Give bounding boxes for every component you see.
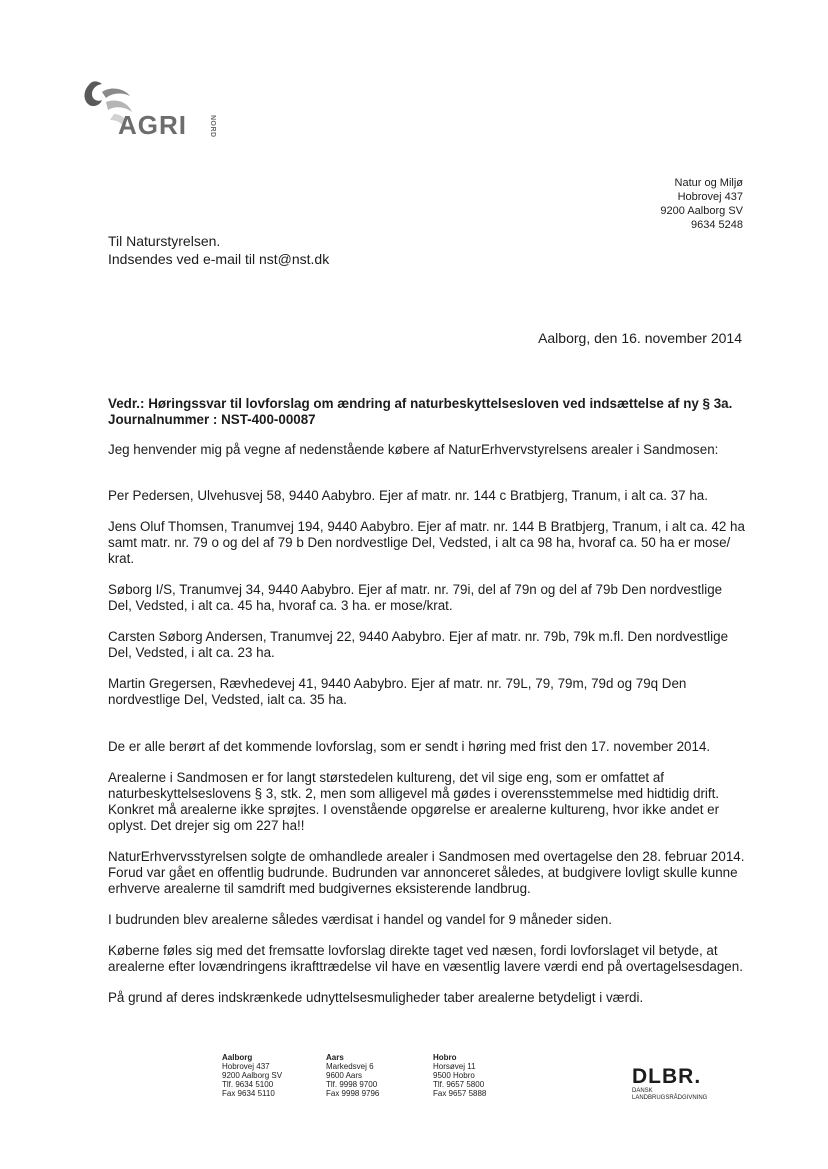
dlbr-sub-2: LANDBRUGSRÅDGIVNING xyxy=(632,1095,708,1101)
sender-address xyxy=(660,176,743,232)
body-paragraph: I budrunden blev arealerne således værdisat i handel og vandel for 9 måneder siden. xyxy=(108,912,612,927)
office-street: Hobrovej 437 xyxy=(222,1062,270,1071)
footer-office-hobro xyxy=(433,1053,486,1098)
dlbr-logo xyxy=(632,1066,707,1102)
letter-body xyxy=(108,396,748,1006)
body-paragraph: NaturErhvervsstyrelsen solgte de omhandlede arealer i Sandmosen med overtagelse den 28. februar 2014. Forud var gået en offentlig budrunde. Budrunden var annonceret således, at budgivere lovligt skulle kunne erhverve arealerne til samdrift med budgivernes eksisterende landbrug. xyxy=(108,849,745,896)
office-street: Markedsvej 6 xyxy=(326,1062,374,1071)
recipient-block xyxy=(108,232,329,268)
office-fax: Fax 9634 5110 xyxy=(222,1089,275,1098)
letter-subject: Vedr.: Høringssvar til lovforslag om ændring af naturbeskyttelsesloven ved indsættelse af ny § 3a. Journalnummer : NST-400-00087 xyxy=(108,396,733,427)
sender-street: Hobrovej 437 xyxy=(677,191,743,203)
buyer-item: Søborg I/S, Tranumvej 34, 9440 Aabybro. Ejer af matr. nr. 79i, del af 79n og del af 79b Den nordvestlige Del, Vedsted, i alt ca. 45 ha, hvoraf ca. 3 ha. er mose/krat. xyxy=(108,582,723,613)
body-paragraph: På grund af deres indskrænkede udnyttelsesmuligheder taber arealerne betydeligt i værdi. xyxy=(108,990,644,1005)
office-fax: Fax 9657 5888 xyxy=(433,1089,487,1098)
office-city: 9500 Hobro xyxy=(433,1071,475,1080)
letter-date: Aalborg, den 16. november 2014 xyxy=(538,330,742,346)
buyer-item: Martin Gregersen, Rævhedevej 41, 9440 Aabybro. Ejer af matr. nr. 79L, 79, 79m, 79d og 79q Den nordvestlige Del, Vedsted, ialt ca. 35 ha. xyxy=(108,676,687,707)
footer-office-aalborg xyxy=(222,1053,282,1098)
body-paragraph: Arealerne i Sandmosen er for langt størstedelen kultureng, det vil sige eng, som er omfattet af naturbeskyttelseslovens § 3, stk. 2, men som alligevel må gødes i overensstemmelse med hidtidig drift. Konkret må arealerne ikke sprøjtes. I ovenstående opgørelse er arealerne kultureng, hvor ikke andet er oplyst. Det drejer sig om 227 ha!! xyxy=(108,770,720,833)
sender-department: Natur og Miljø xyxy=(674,177,743,189)
recipient-name: Til Naturstyrelsen. xyxy=(108,233,221,249)
office-street: Horsøvej 11 xyxy=(433,1062,476,1071)
office-name: Aalborg xyxy=(222,1053,253,1062)
office-phone: Tlf. 9634 5100 xyxy=(222,1080,274,1089)
office-city: 9600 Aars xyxy=(326,1071,363,1080)
office-phone: Tlf. 9998 9700 xyxy=(326,1080,378,1089)
buyer-item: Jens Oluf Thomsen, Tranumvej 194, 9440 Aabybro. Ejer af matr. nr. 144 B Bratbjerg, Tranum, i alt ca. 42 ha samt matr. nr. 79 o og del af 79 b Den nordvestlige Del, Vedsted, i alt ca 98 ha, hvoraf ca. 50 ha er mose/ krat. xyxy=(108,519,745,566)
office-name: Aars xyxy=(326,1053,344,1062)
body-paragraph: Køberne føles sig med det fremsatte lovforslag direkte taget ved næsen, fordi lovforslaget vil betyde, at arealerne efter lovændringens ikrafttrædelse vil have en væsentlig lavere værdi end på overtagelsesdagen. xyxy=(108,943,743,974)
intro-paragraph: Jeg henvender mig på vegne af nedenstående købere af NaturErhvervstyrelsens arealer i Sandmosen: xyxy=(108,442,719,457)
logo-text: AGRI xyxy=(118,110,187,140)
sender-city: 9200 Aalborg SV xyxy=(660,205,743,217)
office-city: 9200 Aalborg SV xyxy=(222,1071,283,1080)
sender-phone: 9634 5248 xyxy=(691,219,743,231)
logo-subtext: NORD xyxy=(209,115,216,138)
office-fax: Fax 9998 9796 xyxy=(326,1089,380,1098)
office-phone: Tlf. 9657 5800 xyxy=(433,1080,485,1089)
agri-nord-logo xyxy=(80,78,230,148)
dlbr-mark: DLBR. xyxy=(632,1065,702,1088)
buyer-item: Carsten Søborg Andersen, Tranumvej 22, 9440 Aabybro. Ejer af matr. nr. 79b, 79k m.fl. Den nordvestlige Del, Vedsted, i alt ca. 23 ha. xyxy=(108,629,729,660)
body-paragraph: De er alle berørt af det kommende lovforslag, som er sendt i høring med frist den 17. november 2014. xyxy=(108,739,711,754)
office-name: Hobro xyxy=(433,1053,457,1062)
footer-offices xyxy=(222,1053,582,1103)
footer-office-aars xyxy=(326,1053,379,1098)
dlbr-sub-1: DANSK xyxy=(632,1088,653,1094)
recipient-submission: Indsendes ved e-mail til nst@nst.dk xyxy=(108,251,330,267)
buyer-item: Per Pedersen, Ulvehusvej 58, 9440 Aabybro. Ejer af matr. nr. 144 c Bratbjerg, Tranum, i alt ca. 37 ha. xyxy=(108,488,708,503)
